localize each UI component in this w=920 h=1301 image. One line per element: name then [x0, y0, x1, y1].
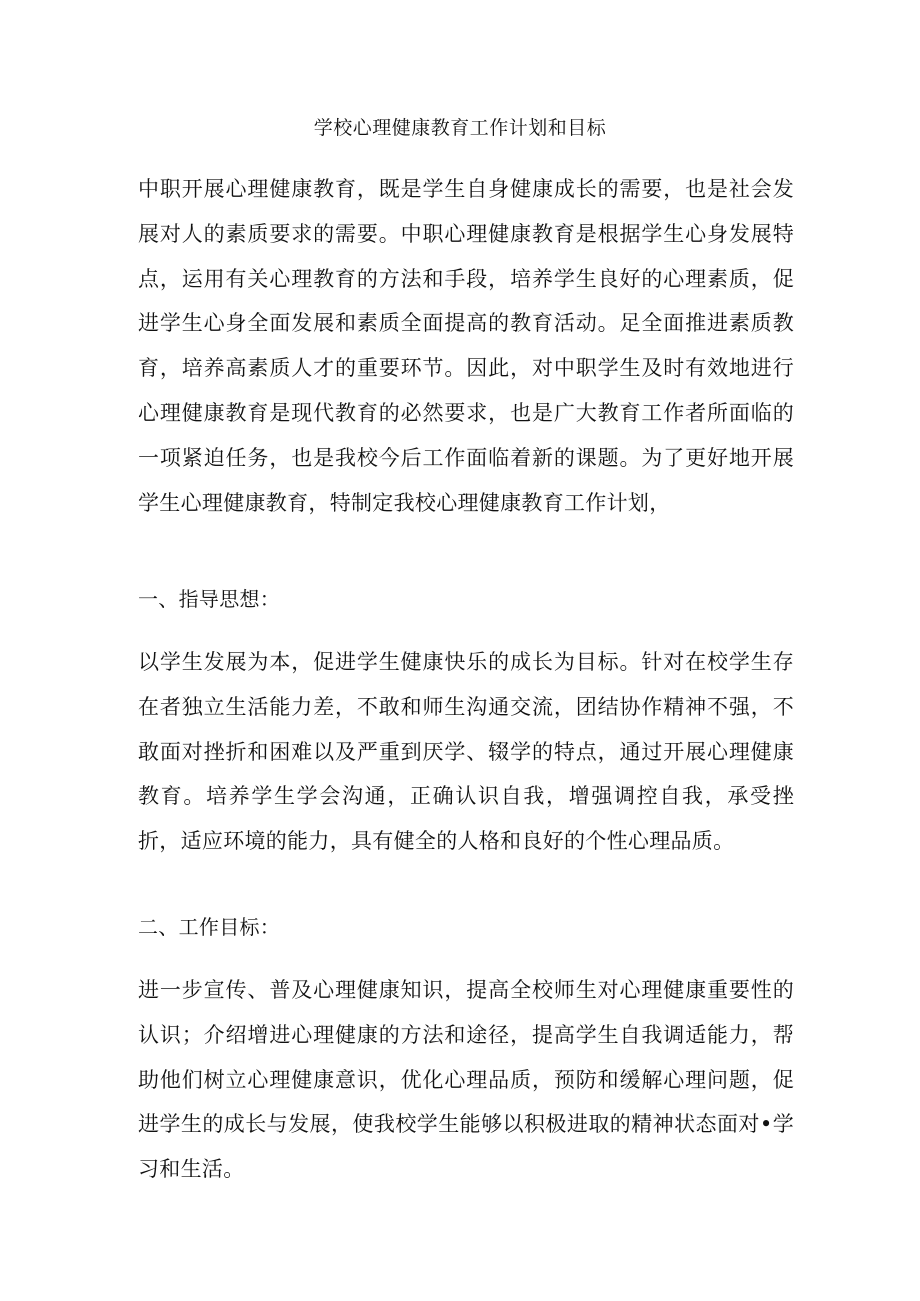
intro-paragraph: 中职开展心理健康教育，既是学生自身健康成长的需要，也是社会发展对人的素质要求的需要。中职心理健康教育是根据学生心身发展特点，运用有关心理教育的方法和手段，培养学生良好的心理素质，促进学生心身全面发展和素质全面提高的教育活动。足全面推进素质教育，培养高素质人才的重要环节。因此，对中职学生及时有效地进行心理健康教育是现代教育的必然要求，也是广大教育工作者所面临的一项紧迫任务，也是我校今后工作面临着新的课题。为了更好地开展学生心理健康教育，特制定我校心理健康教育工作计划， — [138, 177, 794, 515]
document-title: 学校心理健康教育工作计划和目标 — [313, 117, 607, 139]
section-heading-guiding-ideology: 一、指导思想： — [138, 587, 281, 611]
section-paragraph-guiding-ideology: 以学生发展为本，促进学生健康快乐的成长为目标。针对在校学生存在者独立生活能力差，不敢和师生沟通交流，团结协作精神不强，不敢面对挫折和困难以及严重到厌学、辍学的特点，通过开展心理健康教育。培养学生学会沟通，正确认识自我，增强调控自我，承受挫折，适应环境的能力，具有健全的人格和良好的个性心理品质。 — [138, 650, 794, 854]
section-heading-work-goals: 二、工作目标： — [138, 915, 281, 939]
section-paragraph-work-goals: 进一步宣传、普及心理健康知识，提高全校师生对心理健康重要性的认识；介绍增进心理健康的方法和途径，提高学生自我调适能力，帮助他们树立心理健康意识，优化心理品质，预防和缓解心理问题，促进学生的成长与发展，使我校学生能够以积极进取的精神状态面对•学习和生活。 — [138, 978, 794, 1182]
